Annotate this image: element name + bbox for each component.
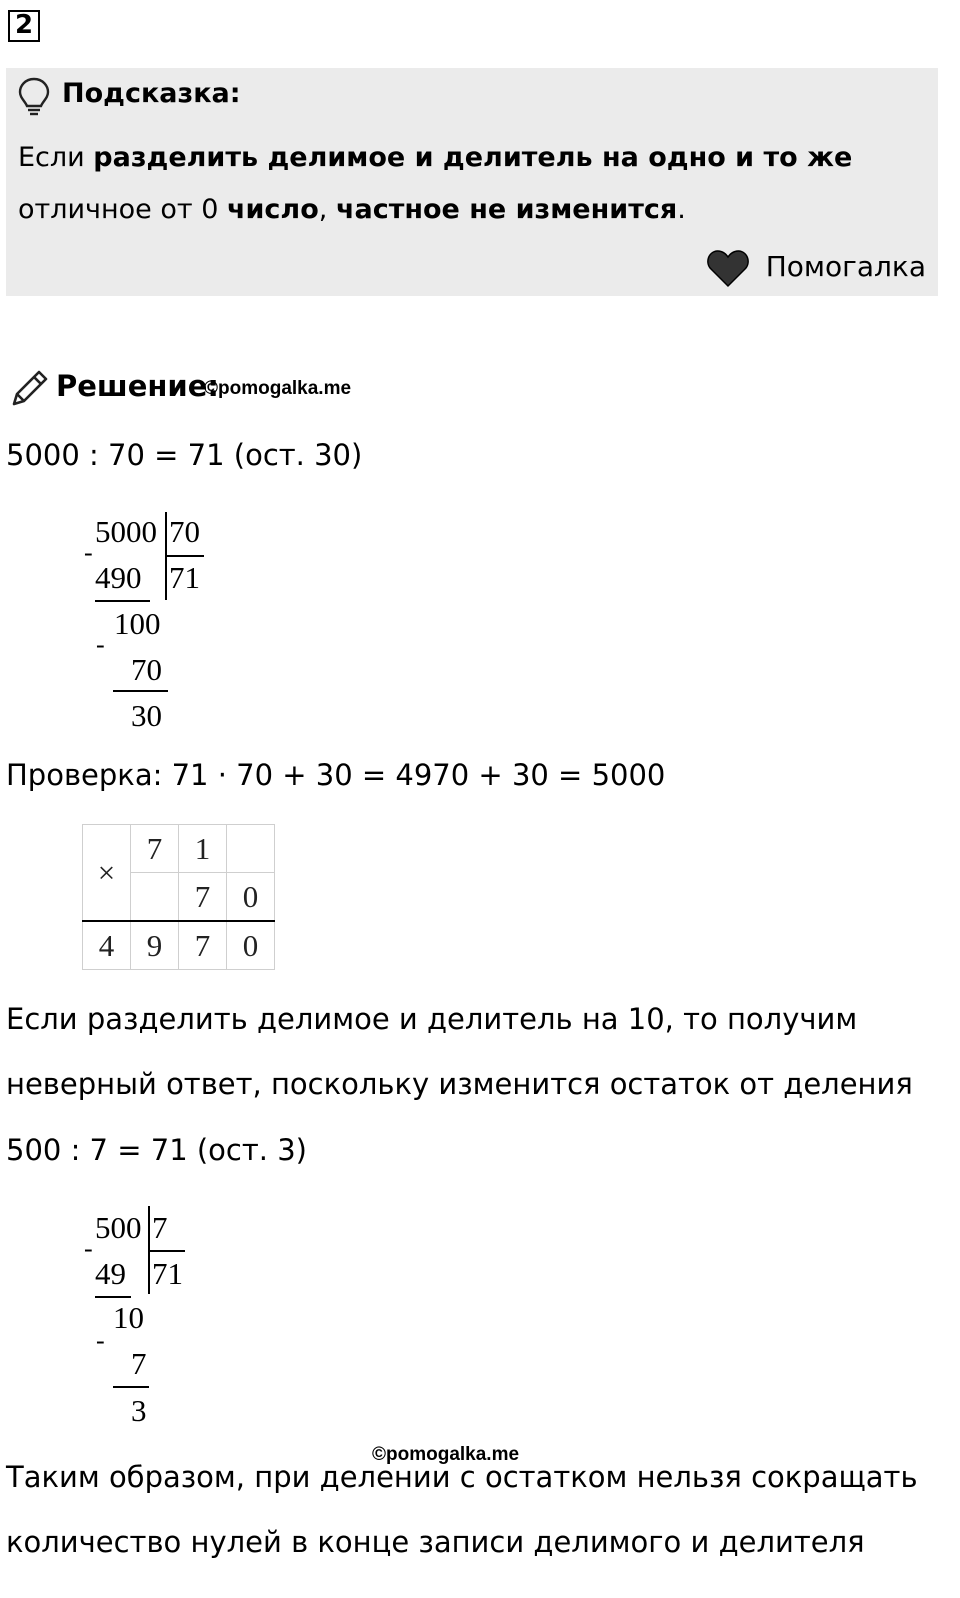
- hint-text-plain: .: [677, 194, 686, 225]
- hint-line-2: [18, 194, 686, 225]
- minus-sign: -: [84, 538, 93, 567]
- minus-sign: -: [84, 1234, 93, 1263]
- digit-cell: 7: [179, 873, 227, 922]
- conclusion-line: количество нулей в конце записи делимого и делителя: [6, 1525, 865, 1559]
- digit-cell: 4: [83, 921, 131, 970]
- digit-cell: 1: [179, 825, 227, 873]
- heart-icon: [706, 248, 750, 288]
- subtraction-line: [95, 1296, 131, 1298]
- partial-remainder: 100: [114, 606, 161, 641]
- dividend: 5000: [95, 514, 157, 549]
- digit-cell: 7: [179, 921, 227, 970]
- minus-sign: -: [96, 1326, 105, 1355]
- digit-cell: [131, 873, 179, 922]
- quotient: 71: [169, 560, 200, 595]
- multiply-sign: ×: [83, 825, 131, 922]
- paragraph-line: неверный ответ, поскольку изменится остаток от деления: [6, 1067, 913, 1101]
- divisor: 70: [169, 514, 200, 549]
- partial-remainder: 10: [113, 1300, 144, 1335]
- digit-cell: 0: [227, 873, 275, 922]
- pencil-icon: [8, 366, 52, 410]
- dividend: 500: [95, 1210, 142, 1245]
- divisor-underline: [166, 555, 204, 557]
- divisor: 7: [152, 1210, 168, 1245]
- equation-1: 5000 : 70 = 71 (ост. 30): [6, 438, 363, 472]
- hint-text-bold: частное не изменится: [335, 194, 678, 225]
- multiplication-table: [82, 824, 275, 970]
- digit-cell: 9: [131, 921, 179, 970]
- hint-title: Подсказка:: [62, 78, 241, 109]
- task-number: 2: [8, 10, 40, 42]
- paragraph-line: Если разделить делимое и делитель на 10, то получим: [6, 1002, 858, 1036]
- quotient: 71: [152, 1256, 183, 1291]
- remainder: 30: [131, 698, 162, 733]
- hint-line-1: [18, 142, 852, 173]
- subtrahend: 490: [95, 560, 142, 595]
- subtraction-line: [95, 600, 150, 602]
- subtrahend: 7: [131, 1346, 147, 1381]
- lightbulb-icon: [16, 76, 52, 118]
- subtrahend: 49: [95, 1256, 126, 1291]
- subtraction-line: [113, 1386, 149, 1388]
- check-line: Проверка: 71 · 70 + 30 = 4970 + 30 = 5000: [6, 758, 666, 792]
- equation-2: 500 : 7 = 71 (ост. 3): [6, 1133, 307, 1167]
- solution-title: Решение:: [56, 369, 220, 403]
- hint-text-bold: разделить делимое и делитель на одно и то же: [93, 142, 853, 173]
- digit-cell: 0: [227, 921, 275, 970]
- watermark: ©pomogalka.me: [204, 378, 352, 399]
- pomogalka-credit: Помогалка: [765, 250, 926, 283]
- remainder: 3: [131, 1393, 147, 1428]
- hint-text-plain: Если: [18, 142, 94, 173]
- subtraction-line: [113, 690, 168, 692]
- minus-sign: -: [96, 630, 105, 659]
- subtrahend: 70: [131, 652, 162, 687]
- hint-text-bold: число: [226, 194, 319, 225]
- watermark: ©pomogalka.me: [372, 1444, 520, 1465]
- conclusion-line: Таким образом, при делении с остатком нельзя сокращать: [6, 1460, 918, 1494]
- hint-text-plain: отличное от 0: [18, 194, 227, 225]
- digit-cell: 7: [131, 825, 179, 873]
- hint-text-plain: ,: [318, 194, 336, 225]
- divisor-underline: [149, 1250, 185, 1252]
- digit-cell: [227, 825, 275, 873]
